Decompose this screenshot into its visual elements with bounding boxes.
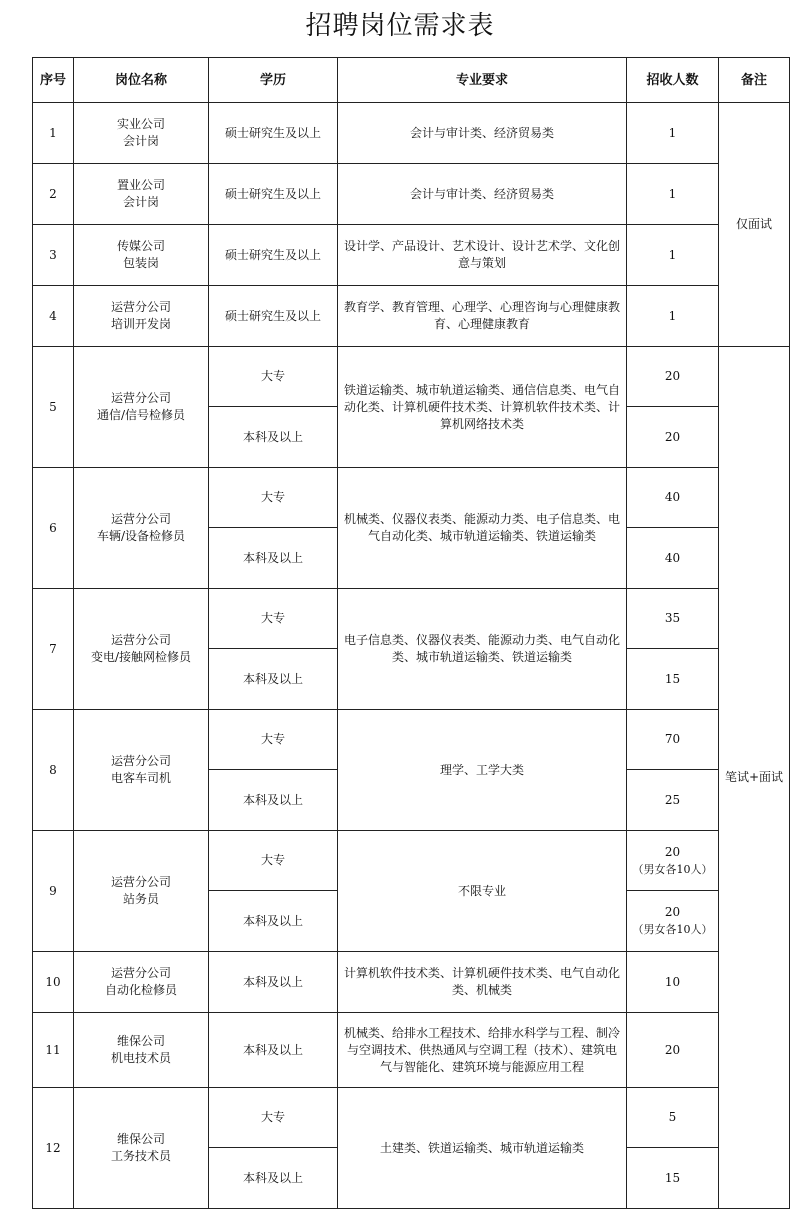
table-row — [33, 347, 790, 407]
position-name — [74, 1088, 209, 1209]
row-no: 8 — [33, 710, 74, 831]
headcount-note: （男女各10人） — [632, 923, 713, 936]
row-no: 5 — [33, 347, 74, 468]
job-title: 变电/接触网检修员 — [90, 650, 192, 664]
row-no: 6 — [33, 468, 74, 589]
table-row — [33, 103, 790, 164]
education: 大专 — [209, 831, 338, 891]
company-name: 运营分公司 — [110, 300, 171, 314]
education: 大专 — [209, 468, 338, 528]
headcount: 5 — [627, 1088, 719, 1148]
headcount: 20 — [627, 347, 719, 407]
headcount: 70 — [627, 710, 719, 770]
job-title: 机电技术员 — [110, 1051, 171, 1065]
headcount — [627, 831, 719, 891]
company-name: 运营分公司 — [110, 966, 171, 980]
position-name — [74, 831, 209, 952]
company-name: 运营分公司 — [110, 875, 171, 889]
recruitment-table — [32, 57, 790, 1209]
position-name — [74, 225, 209, 286]
header-remark: 备注 — [719, 58, 790, 103]
position-name — [74, 710, 209, 831]
education: 本科及以上 — [209, 407, 338, 468]
row-no: 4 — [33, 286, 74, 347]
company-name: 传媒公司 — [116, 239, 165, 253]
education: 本科及以上 — [209, 1013, 338, 1088]
education: 本科及以上 — [209, 891, 338, 952]
major-requirement: 设计学、产品设计、艺术设计、设计艺术学、文化创意与策划 — [338, 225, 627, 286]
job-title: 站务员 — [122, 892, 159, 906]
education: 大专 — [209, 589, 338, 649]
row-no: 7 — [33, 589, 74, 710]
job-title: 会计岗 — [122, 195, 159, 209]
headcount-note: （男女各10人） — [632, 862, 713, 876]
company-name: 置业公司 — [116, 178, 165, 192]
row-no: 11 — [33, 1013, 74, 1088]
table-row — [33, 589, 790, 649]
headcount: 1 — [627, 103, 719, 164]
row-no: 10 — [33, 952, 74, 1013]
position-name — [74, 952, 209, 1013]
position-name — [74, 468, 209, 589]
table-row — [33, 710, 790, 770]
remark-interview-only: 仅面试 — [719, 103, 790, 347]
position-name — [74, 589, 209, 710]
header-no: 序号 — [33, 58, 74, 103]
page-title: 招聘岗位需求表 — [305, 11, 495, 41]
major-requirement: 会计与审计类、经济贸易类 — [338, 164, 627, 225]
education: 大专 — [209, 710, 338, 770]
company-name: 运营分公司 — [110, 754, 171, 768]
headcount: 15 — [627, 1148, 719, 1209]
headcount-value: 20 — [664, 905, 681, 919]
major-requirement: 铁道运输类、城市轨道运输类、通信信息类、电气自动化类、计算机硬件技术类、计算机软件技术类、计算机网络技术类 — [338, 347, 627, 468]
remark-written-and-interview: 笔试+面试 — [719, 347, 790, 1209]
table-row — [33, 286, 790, 347]
header-row — [33, 58, 790, 103]
table-row — [33, 1088, 790, 1148]
major-requirement: 理学、工学大类 — [338, 710, 627, 831]
headcount: 40 — [627, 468, 719, 528]
education: 硕士研究生及以上 — [209, 286, 338, 347]
education: 大专 — [209, 1088, 338, 1148]
company-name: 维保公司 — [116, 1034, 165, 1048]
headcount: 20 — [627, 1013, 719, 1088]
header-count: 招收人数 — [627, 58, 719, 103]
major-requirement: 不限专业 — [338, 831, 627, 952]
major-requirement: 会计与审计类、经济贸易类 — [338, 103, 627, 164]
job-title: 会计岗 — [122, 134, 159, 148]
headcount: 35 — [627, 589, 719, 649]
major-requirement: 机械类、仪器仪表类、能源动力类、电子信息类、电气自动化类、城市轨道运输类、铁道运输类 — [338, 468, 627, 589]
education: 大专 — [209, 347, 338, 407]
row-no: 3 — [33, 225, 74, 286]
table-row — [33, 952, 790, 1013]
education: 本科及以上 — [209, 770, 338, 831]
headcount: 1 — [627, 286, 719, 347]
company-name: 实业公司 — [116, 117, 165, 131]
job-title: 工务技术员 — [110, 1149, 171, 1163]
education: 本科及以上 — [209, 528, 338, 589]
header-education: 学历 — [209, 58, 338, 103]
job-title: 培训开发岗 — [110, 317, 171, 331]
major-requirement: 土建类、铁道运输类、城市轨道运输类 — [338, 1088, 627, 1209]
job-title: 包装岗 — [122, 256, 159, 270]
headcount: 1 — [627, 225, 719, 286]
position-name — [74, 1013, 209, 1088]
headcount: 25 — [627, 770, 719, 831]
job-title: 电客车司机 — [110, 771, 171, 785]
education: 本科及以上 — [209, 649, 338, 710]
table-row — [33, 225, 790, 286]
job-title: 车辆/设备检修员 — [96, 529, 186, 543]
position-name — [74, 286, 209, 347]
headcount: 10 — [627, 952, 719, 1013]
job-title: 自动化检修员 — [104, 983, 177, 997]
table-row — [33, 468, 790, 528]
education: 本科及以上 — [209, 1148, 338, 1209]
row-no: 1 — [33, 103, 74, 164]
position-name — [74, 164, 209, 225]
major-requirement: 计算机软件技术类、计算机硬件技术类、电气自动化类、机械类 — [338, 952, 627, 1013]
education: 本科及以上 — [209, 952, 338, 1013]
table-row — [33, 1013, 790, 1088]
table-row — [33, 831, 790, 891]
job-title: 通信/信号检修员 — [96, 408, 186, 422]
row-no: 9 — [33, 831, 74, 952]
headcount — [627, 891, 719, 952]
company-name: 运营分公司 — [110, 512, 171, 526]
headcount: 1 — [627, 164, 719, 225]
education: 硕士研究生及以上 — [209, 164, 338, 225]
headcount: 20 — [627, 407, 719, 468]
headcount: 40 — [627, 528, 719, 589]
position-name — [74, 103, 209, 164]
major-requirement: 电子信息类、仪器仪表类、能源动力类、电气自动化类、城市轨道运输类、铁道运输类 — [338, 589, 627, 710]
company-name: 运营分公司 — [110, 391, 171, 405]
education: 硕士研究生及以上 — [209, 225, 338, 286]
education: 硕士研究生及以上 — [209, 103, 338, 164]
header-major: 专业要求 — [338, 58, 627, 103]
company-name: 维保公司 — [116, 1132, 165, 1146]
row-no: 2 — [33, 164, 74, 225]
headcount: 15 — [627, 649, 719, 710]
row-no: 12 — [33, 1088, 74, 1209]
position-name — [74, 347, 209, 468]
table-row — [33, 164, 790, 225]
major-requirement: 教育学、教育管理、心理学、心理咨询与心理健康教育、心理健康教育 — [338, 286, 627, 347]
major-requirement: 机械类、给排水工程技术、给排水科学与工程、制冷与空调技术、供热通风与空调工程（技术）、建筑电气与智能化、建筑环境与能源应用工程 — [338, 1013, 627, 1088]
headcount-value: 20 — [664, 844, 681, 859]
header-position: 岗位名称 — [74, 58, 209, 103]
company-name: 运营分公司 — [110, 633, 171, 647]
